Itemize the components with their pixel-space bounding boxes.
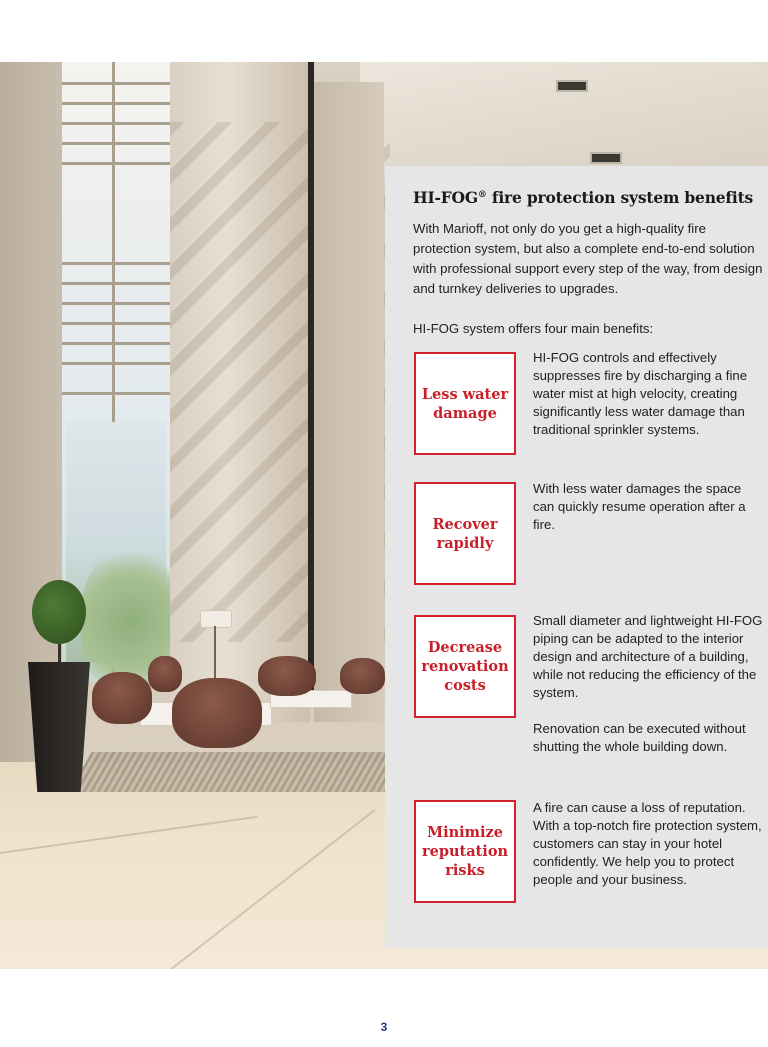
page-number: 3 bbox=[380, 1020, 388, 1034]
benefit-label: Minimize reputation risks bbox=[421, 824, 509, 879]
benefits-panel bbox=[385, 166, 768, 948]
intro-text: With Marioff, not only do you get a high-quality fire protection system, but also a complete end-to-end solution with professional support every step of the way, from design and turnkey deliveries to upgrades. HI-FOG system offers four main benefits: bbox=[413, 221, 763, 336]
benefit-box-less-water-damage bbox=[414, 352, 516, 455]
lounge-chair bbox=[172, 678, 262, 748]
registered-mark: ® bbox=[477, 189, 487, 200]
ceiling-light bbox=[590, 152, 622, 164]
benefit-description: Small diameter and lightweight HI-FOG piping can be adapted to the interior design and architecture of a building, while not reducing the efficiency of the system. bbox=[533, 613, 763, 700]
benefit-description: With less water damages the space can quickly resume operation after a fire. bbox=[533, 481, 746, 532]
panel-title: HI-FOG® fire protection system benefits bbox=[413, 188, 754, 207]
benefit-box-minimize-reputation-risks bbox=[414, 800, 516, 903]
benefits-lead: HI-FOG system offers four main benefits: bbox=[413, 321, 654, 336]
benefit-description: A fire can cause a loss of reputation. With a top-notch fire protection system, customers can stay in your hotel confidently. We help you to protect people and your business. bbox=[533, 800, 762, 887]
benefit-label: Recover rapidly bbox=[432, 515, 498, 552]
benefit-label: Decrease renovation costs bbox=[421, 639, 509, 694]
benefit-label: Less water damage bbox=[421, 385, 509, 422]
benefit-description-extra: Renovation can be executed without shutting the whole building down. bbox=[533, 721, 746, 754]
lounge-chair bbox=[148, 656, 182, 692]
planter bbox=[28, 662, 90, 792]
potted-tree bbox=[32, 580, 86, 644]
benefit-description: HI-FOG controls and effectively suppresses fire by discharging a fine water mist at high velocity, creating significantly less water damage than traditional sprinkler systems. bbox=[533, 350, 748, 437]
lounge-chair bbox=[92, 672, 152, 724]
rug bbox=[68, 752, 411, 792]
lounge-chair bbox=[258, 656, 316, 696]
ceiling-light bbox=[556, 80, 588, 92]
stone-column-right bbox=[314, 82, 384, 722]
floor-lamp bbox=[200, 610, 232, 628]
benefit-box-decrease-renovation-costs bbox=[414, 615, 516, 718]
benefit-box-recover-rapidly bbox=[414, 482, 516, 585]
lounge-chair bbox=[340, 658, 385, 694]
